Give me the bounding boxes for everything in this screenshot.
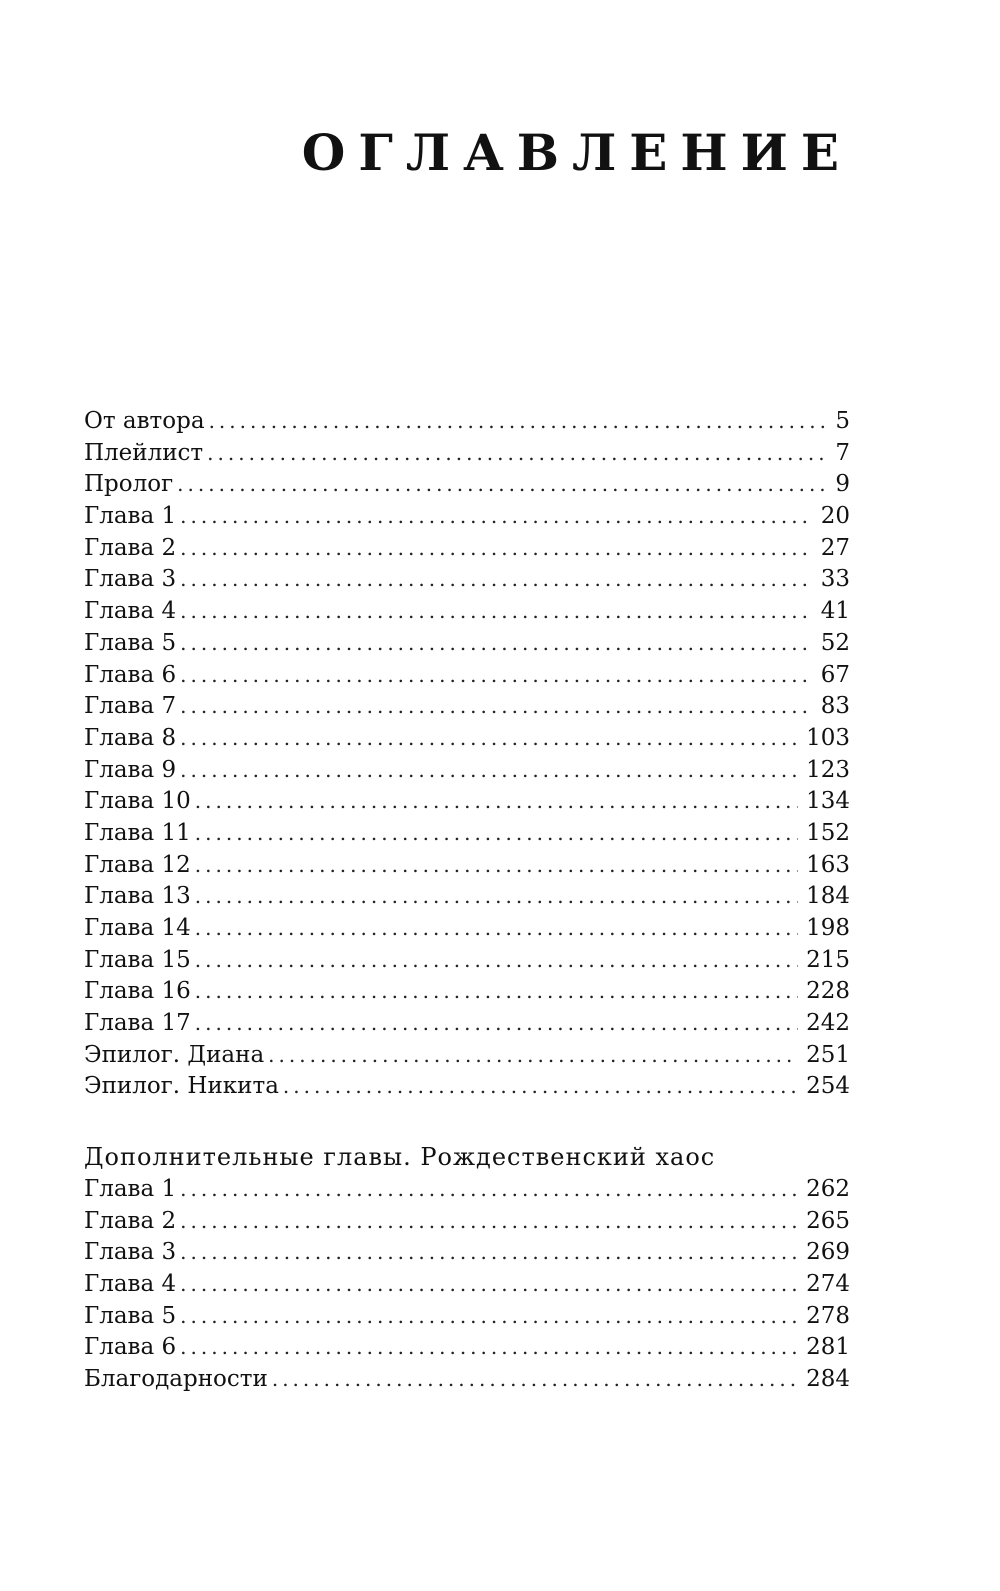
toc-entry-page-number: 284 <box>806 1366 850 1393</box>
toc-entry <box>84 976 850 1008</box>
dot-leader <box>207 438 827 470</box>
dot-leader <box>209 406 828 438</box>
toc-entry-page-number: 27 <box>820 534 850 561</box>
dot-leader <box>268 1040 798 1072</box>
toc-entry-label: Глава 3 <box>84 1239 177 1266</box>
toc-entry-label: Глава 11 <box>84 819 191 846</box>
toc-entry-label: Глава 15 <box>84 946 191 973</box>
toc-entry-label: Глава 17 <box>84 1010 191 1037</box>
toc-entry <box>84 945 850 977</box>
toc-entry-label: Глава 2 <box>84 534 177 561</box>
dot-leader <box>195 976 798 1008</box>
toc-entry-page-number: 184 <box>806 883 850 910</box>
dot-leader <box>180 755 798 787</box>
dot-leader <box>180 723 798 755</box>
toc-entry <box>84 660 850 692</box>
toc-entry-page-number: 152 <box>806 819 850 846</box>
toc-entry-label: Глава 6 <box>84 1334 177 1361</box>
dot-leader <box>180 1301 798 1333</box>
extra-chapters-section <box>84 1140 850 1396</box>
toc-entry-page-number: 251 <box>806 1041 850 1068</box>
toc-entry <box>84 723 850 755</box>
toc-entry-label: Глава 5 <box>84 1302 177 1329</box>
toc-entry <box>84 1071 850 1103</box>
toc-entry-label: Глава 14 <box>84 915 191 941</box>
toc-entry-page-number: 198 <box>806 915 850 941</box>
toc-entry-page-number: 7 <box>835 439 850 466</box>
toc-entry <box>84 1332 850 1364</box>
toc-entry-label: Глава 9 <box>84 756 177 783</box>
toc-entry <box>84 596 850 628</box>
extra-chapters-list <box>84 1174 850 1396</box>
toc-entry-label: Глава 12 <box>84 851 191 878</box>
toc-entry-page-number: 5 <box>835 408 850 434</box>
dot-leader <box>180 1332 798 1364</box>
toc-entry <box>84 786 850 818</box>
dot-leader <box>195 818 798 850</box>
toc-entry-label: Пролог <box>84 471 174 498</box>
toc-entry <box>84 1040 850 1072</box>
toc-entry-page-number: 269 <box>806 1239 850 1266</box>
toc-entry-label: Глава 6 <box>84 661 177 688</box>
toc-entry-page-number: 33 <box>820 566 850 593</box>
toc-entry-page-number: 254 <box>806 1073 850 1100</box>
toc-entry-label: Глава 16 <box>84 978 191 1005</box>
dot-leader <box>180 1206 798 1238</box>
toc-entry-label: Глава 1 <box>84 503 177 530</box>
toc-entry <box>84 850 850 882</box>
dot-leader <box>180 1174 798 1206</box>
page-title: ОГЛАВЛЕНИЕ <box>301 123 852 182</box>
toc-entry-page-number: 123 <box>806 756 850 783</box>
dot-leader <box>177 469 827 501</box>
dot-leader <box>180 628 813 660</box>
toc-entry-label: Глава 2 <box>84 1207 177 1234</box>
toc-entry-page-number: 41 <box>820 598 850 625</box>
toc-entry-page-number: 265 <box>806 1207 850 1234</box>
dot-leader <box>180 596 813 628</box>
toc-entry <box>84 818 850 850</box>
dot-leader <box>180 691 813 723</box>
dot-leader <box>195 786 798 818</box>
dot-leader <box>195 1008 798 1040</box>
toc-entry-page-number: 134 <box>806 788 850 815</box>
toc-entry-page-number: 67 <box>820 661 850 688</box>
toc-entry-page-number: 163 <box>806 851 850 878</box>
toc-entry <box>84 755 850 787</box>
toc-entry <box>84 1008 850 1040</box>
dot-leader <box>195 913 798 945</box>
toc-entry <box>84 1237 850 1269</box>
toc-entry-label: Глава 4 <box>84 598 177 625</box>
toc-entry <box>84 1269 850 1301</box>
toc-entry-label: Глава 7 <box>84 693 177 720</box>
toc-entry <box>84 1174 850 1206</box>
toc-entry <box>84 628 850 660</box>
toc-entry-label: Глава 10 <box>84 788 191 815</box>
toc-entry <box>84 564 850 596</box>
dot-leader <box>180 1237 798 1269</box>
dot-leader <box>180 501 813 533</box>
dot-leader <box>180 533 813 565</box>
toc-entry-label: Глава 4 <box>84 1271 177 1298</box>
toc-entry-page-number: 9 <box>835 471 850 498</box>
toc-entry <box>84 469 850 501</box>
toc-entry <box>84 1206 850 1238</box>
toc-entry <box>84 913 850 945</box>
toc-entry-page-number: 262 <box>806 1176 850 1202</box>
toc-entry-label: Глава 13 <box>84 883 191 910</box>
toc-entry <box>84 533 850 565</box>
dot-leader <box>195 945 798 977</box>
dot-leader <box>180 660 813 692</box>
toc-entry <box>84 1301 850 1333</box>
toc-entry-label: Глава 1 <box>84 1176 177 1202</box>
section-heading: Дополнительные главы. Рождественский хаос <box>84 1143 716 1171</box>
toc-entry <box>84 881 850 913</box>
dot-leader <box>195 850 798 882</box>
toc-entry-page-number: 228 <box>806 978 850 1005</box>
toc-entry-label: От автора <box>84 408 205 434</box>
toc-entry-label: Плейлист <box>84 439 204 466</box>
toc-entry-label: Благодарности <box>84 1366 268 1393</box>
dot-leader <box>195 881 798 913</box>
toc-entry-page-number: 83 <box>820 693 850 720</box>
toc-entry-page-number: 278 <box>806 1302 850 1329</box>
toc-entry-page-number: 274 <box>806 1271 850 1298</box>
toc-entry-page-number: 281 <box>806 1334 850 1361</box>
toc-entry-label: Глава 3 <box>84 566 177 593</box>
dot-leader <box>283 1071 798 1103</box>
toc-entry-page-number: 103 <box>806 724 850 751</box>
toc-entry-label: Эпилог. Диана <box>84 1041 265 1068</box>
toc-entry-label: Эпилог. Никита <box>84 1073 279 1100</box>
toc-entry-page-number: 52 <box>820 629 850 656</box>
toc-entry <box>84 406 850 438</box>
toc-entry <box>84 438 850 470</box>
table-of-contents <box>84 406 850 1103</box>
toc-entry <box>84 691 850 723</box>
toc-entry-label: Глава 8 <box>84 724 177 751</box>
toc-entry-page-number: 20 <box>820 503 850 530</box>
toc-entry-page-number: 215 <box>806 946 850 973</box>
dot-leader <box>180 1269 798 1301</box>
dot-leader <box>272 1364 798 1396</box>
dot-leader <box>180 564 813 596</box>
toc-entry-label: Глава 5 <box>84 629 177 656</box>
toc-entry-page-number: 242 <box>806 1010 850 1037</box>
toc-entry <box>84 1364 850 1396</box>
toc-entry <box>84 501 850 533</box>
